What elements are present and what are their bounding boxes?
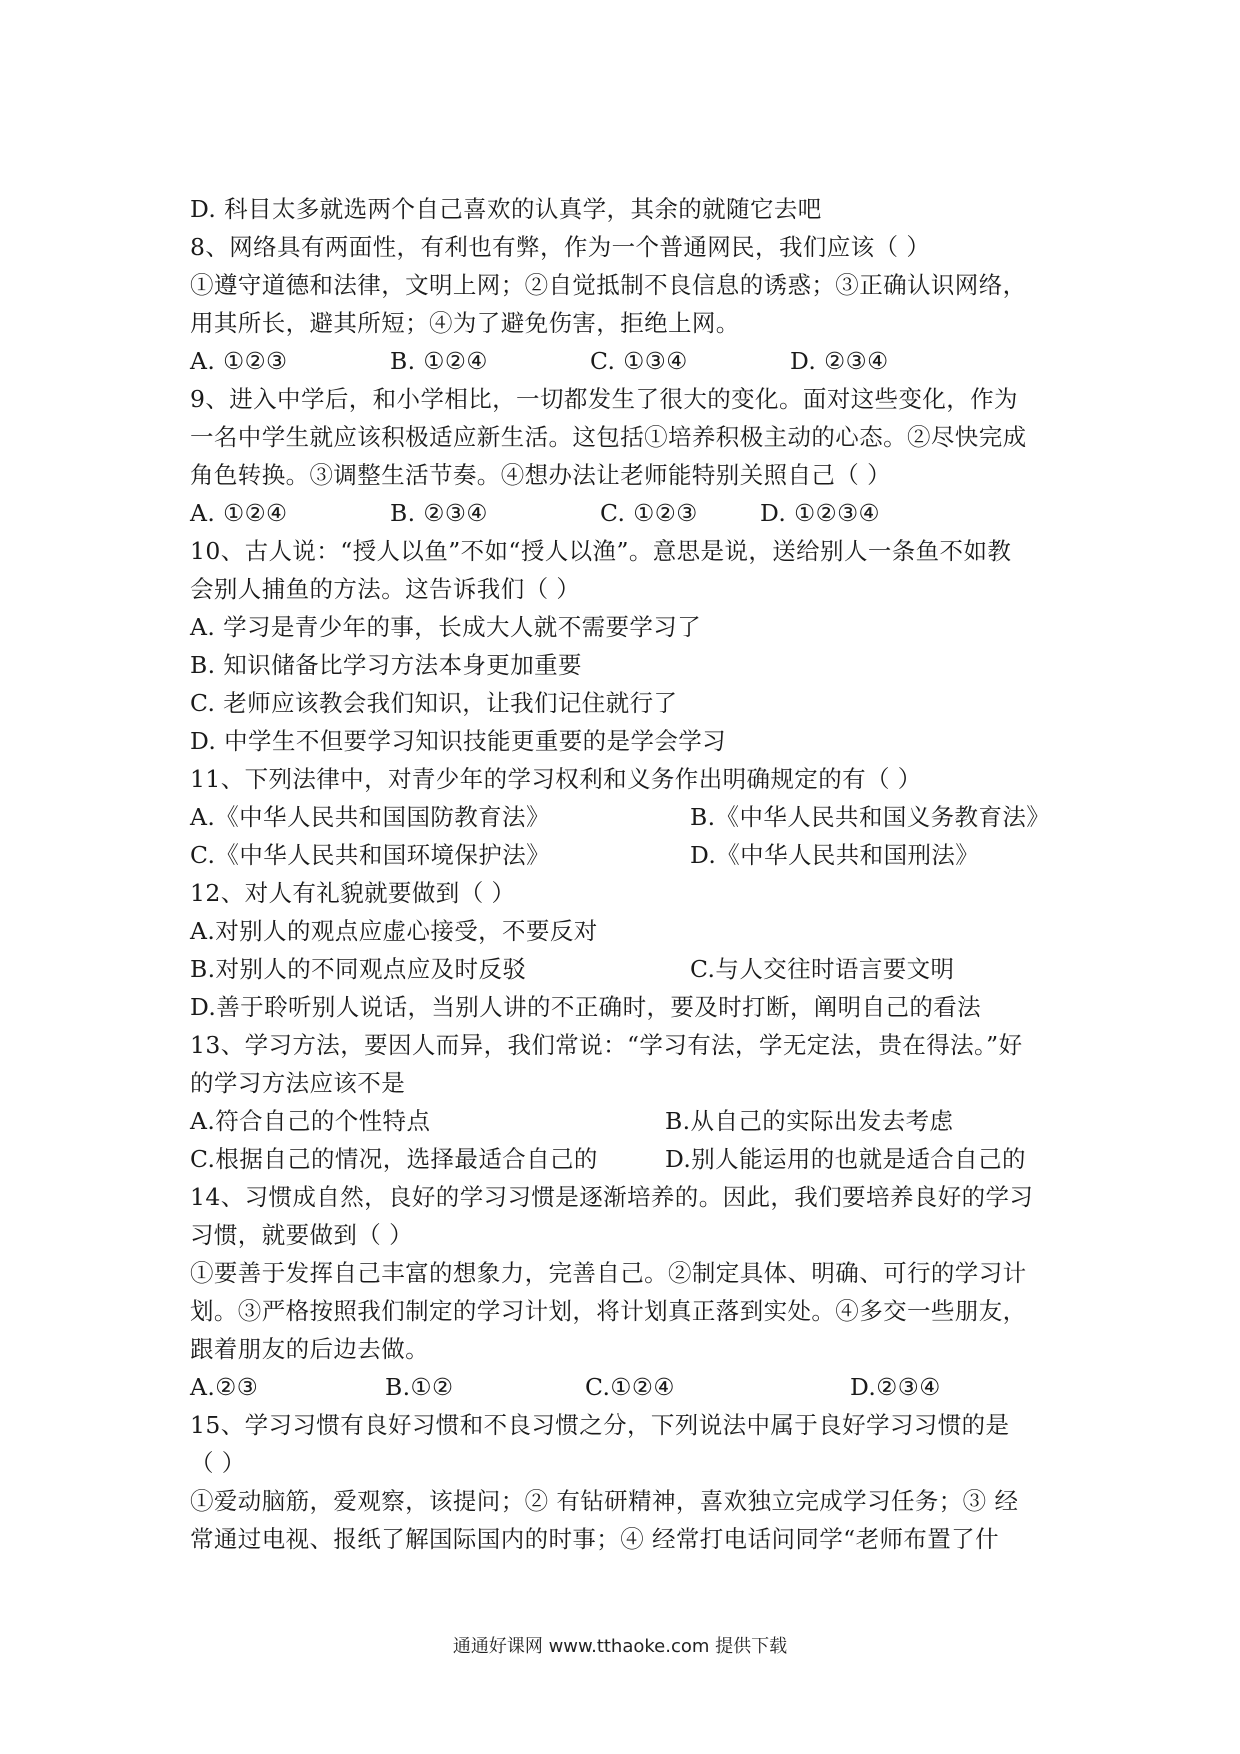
q9-stem-line3: 角色转换。③调整生活节奏。④想办法让老师能特别关照自己（ ） — [190, 461, 891, 489]
q13-options-row1 — [190, 1102, 1070, 1140]
q13-stem-line1: 13、学习方法，要因人而异，我们常说：“学习有法，学无定法，贵在得法。”好 — [190, 1031, 1023, 1059]
q10-option-c: C. 老师应该教会我们知识，让我们记住就行了 — [190, 689, 678, 717]
q13-stem-line2: 的学习方法应该不是 — [190, 1069, 406, 1097]
q12-stem: 12、对人有礼貌就要做到（ ） — [190, 879, 516, 907]
q8-options — [190, 342, 1070, 380]
q8-option-d: D. ②③④ — [790, 347, 889, 375]
q9-option-a: A. ①②④ — [190, 499, 288, 527]
q12-option-a: A.对别人的观点应虚心接受，不要反对 — [190, 917, 598, 945]
q12-option-b: B.对别人的不同观点应及时反驳 — [190, 955, 527, 983]
q11-option-d: D.《中华人民共和国刑法》 — [690, 841, 980, 869]
q11-options-row2 — [190, 836, 1070, 874]
q14-items-line2: 划。③严格按照我们制定的学习计划，将计划真正落到实处。④多交一些朋友， — [190, 1297, 1027, 1325]
q10-option-b: B. 知识储备比学习方法本身更加重要 — [190, 651, 582, 679]
q14-option-b: B.①② — [385, 1373, 454, 1401]
q8-stem: 8、网络具有两面性，有利也有弊，作为一个普通网民，我们应该（ ） — [190, 233, 931, 261]
q11-options-row1 — [190, 798, 1070, 836]
q13-option-d: D.别人能运用的也就是适合自己的 — [665, 1145, 1026, 1173]
q8-option-c: C. ①③④ — [590, 347, 688, 375]
q13-option-a: A.符合自己的个性特点 — [190, 1107, 431, 1135]
q11-option-a: A.《中华人民共和国国防教育法》 — [190, 803, 550, 831]
q10-option-d: D. 中学生不但要学习知识技能更重要的是学会学习 — [190, 727, 727, 755]
q11-option-c: C.《中华人民共和国环境保护法》 — [190, 841, 551, 869]
q11-stem: 11、下列法律中，对青少年的学习权利和义务作出明确规定的有（ ） — [190, 765, 922, 793]
q13-options-row2 — [190, 1140, 1070, 1178]
page-footer: 通通好课网 www.tthaoke.com 提供下载 — [452, 1636, 788, 1657]
q14-items-line3: 跟着朋友的后边去做。 — [190, 1335, 429, 1363]
q9-option-d: D. ①②③④ — [760, 499, 881, 527]
q14-option-c: C.①②④ — [585, 1373, 675, 1401]
q14-stem-line2: 习惯，就要做到（ ） — [190, 1221, 413, 1249]
q10-option-a: A. 学习是青少年的事，长成大人就不需要学习了 — [190, 613, 702, 641]
q15-stem-line1: 15、学习习惯有良好习惯和不良习惯之分，下列说法中属于良好学习习惯的是 — [190, 1411, 1010, 1439]
q14-option-a: A.②③ — [190, 1373, 259, 1401]
q13-option-b: B.从自己的实际出发去考虑 — [665, 1107, 954, 1135]
q15-items-line2: 常通过电视、报纸了解国际国内的时事；④ 经常打电话问同学“老师布置了什 — [190, 1525, 999, 1553]
q14-option-d: D.②③④ — [850, 1373, 941, 1401]
q9-option-b: B. ②③④ — [390, 499, 488, 527]
q14-items-line1: ①要善于发挥自己丰富的想象力，完善自己。②制定具体、明确、可行的学习计 — [190, 1259, 1027, 1287]
q13-option-c: C.根据自己的情况，选择最适合自己的 — [190, 1145, 598, 1173]
q9-options — [190, 494, 1070, 532]
q8-items-line2: 用其所长，避其所短；④为了避免伤害，拒绝上网。 — [190, 309, 740, 337]
q8-items-line1: ①遵守道德和法律，文明上网；②自觉抵制不良信息的诱惑；③正确认识网络， — [190, 271, 1027, 299]
q8-option-a: A. ①②③ — [190, 347, 288, 375]
q15-items-line1: ①爱动脑筋，爱观察，该提问；② 有钻研精神，喜欢独立完成学习任务；③ 经 — [190, 1487, 1019, 1515]
q10-stem-line1: 10、古人说：“授人以鱼”不如“授人以渔”。意思是说，送给别人一条鱼不如教 — [190, 537, 1012, 565]
q12-options-row — [190, 950, 1070, 988]
q12-option-d: D.善于聆听别人说话，当别人讲的不正确时，要及时打断，阐明自己的看法 — [190, 993, 982, 1021]
q9-stem-line2: 一名中学生就应该积极适应新生活。这包括①培养积极主动的心态。②尽快完成 — [190, 423, 1027, 451]
exam-content — [190, 190, 1070, 1558]
q14-options — [190, 1368, 1070, 1406]
q12-option-c: C.与人交往时语言要文明 — [690, 955, 955, 983]
q10-stem-line2: 会别人捕鱼的方法。这告诉我们（ ） — [190, 575, 581, 603]
q11-option-b: B.《中华人民共和国义务教育法》 — [690, 803, 1051, 831]
q9-stem-line1: 9、进入中学后，和小学相比，一切都发生了很大的变化。面对这些变化，作为 — [190, 385, 1018, 413]
q15-stem-line2: （ ） — [190, 1449, 246, 1477]
q7-option-d: D. 科目太多就选两个自己喜欢的认真学，其余的就随它去吧 — [190, 195, 822, 223]
q9-option-c: C. ①②③ — [600, 499, 698, 527]
q8-option-b: B. ①②④ — [390, 347, 488, 375]
q14-stem-line1: 14、习惯成自然，良好的学习习惯是逐渐培养的。因此，我们要培养良好的学习 — [190, 1183, 1034, 1211]
